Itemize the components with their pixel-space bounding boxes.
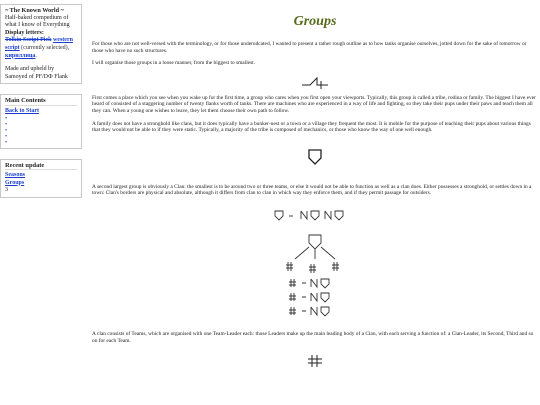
back-to-start-link[interactable]: Back to Start bbox=[5, 107, 39, 114]
recent-update-title: Recent update bbox=[5, 162, 77, 171]
tolkin-script-option[interactable]: Tolkin Script Pick bbox=[5, 37, 52, 44]
western-script-link[interactable]: western script bbox=[5, 37, 73, 51]
clan-paragraph: A second largest group is obviously a Clan: the smallest is to be around two or three teams, or else it would not be able to function as well as a clan does. Either possesses a stronghold, or settles down in a town: Clan's borders are physical and absolute, although it differs from clan to clan in which way they enforce them, and if they permit passage for outsiders. bbox=[92, 183, 532, 197]
contents-item[interactable]: • bbox=[5, 133, 8, 140]
clan-shield-icon bbox=[307, 148, 323, 166]
tribe-glyph-icon bbox=[300, 75, 330, 91]
known-world-title: ~ The Known World ~ bbox=[5, 7, 64, 14]
contents-item[interactable]: • bbox=[5, 115, 8, 122]
known-world-box: ~ The Known World ~ Half-baked compedium of what I know of Everything Display letters: Tolkin Script Pick western script (currently selected), кириллица. Made and upheld by Samoyed of PF/DФ Flank bbox=[0, 4, 82, 84]
tribe-paragraph: First comes a place which you see when you wake up for the first time, a group who cares when you first open your viewports. Typically, this group is called a tribe, rodina or family. The biggest I have ever heard of consisted of a staggering number of twenty flanks worth of tanks. There are machines who are experienced in a way of life and fighting, so they take their pups under their paws and teach them all they can. When a young one wishes to leave, they let them choose their own path to follow. bbox=[92, 94, 536, 114]
recent-update-box bbox=[0, 159, 82, 198]
page-title: Groups bbox=[293, 14, 337, 29]
contents-item[interactable]: • bbox=[5, 127, 8, 134]
script-option-note: (currently selected), bbox=[21, 44, 70, 51]
tagline: Half-baked compedium of what I know of Everything bbox=[5, 14, 70, 29]
cyrillic-link[interactable]: кириллица bbox=[5, 52, 36, 59]
made-by: Made and upheld by Samoyed of PF/DФ Flank bbox=[5, 66, 68, 80]
order-paragraph: I will organise those groups in a loose manner, from the biggest to smallest. bbox=[92, 60, 256, 67]
update-count: 3 bbox=[5, 187, 8, 194]
contents-item[interactable]: • bbox=[5, 121, 8, 128]
seasons-link[interactable]: Seasons bbox=[5, 172, 26, 179]
intro-paragraph: For those who are not well-versed with the terminology, or for those underudcated, I wanted to present a rather rough outline as to how tanks organise ourselves, jotted down for the sake of tomorrow or those who have no such structures. bbox=[92, 41, 527, 54]
contents-item[interactable]: • bbox=[5, 139, 8, 146]
main-content bbox=[92, 0, 538, 368]
sidebar bbox=[0, 4, 82, 208]
team-glyph-icon bbox=[304, 354, 326, 368]
tribe-home-paragraph: A family does not have a stronghold like clans, but it does typically have a bunker-nest or a town or a village they frequent the most. It is mobile for the purpose of teaching their pups about various things that they would not be able to if they were static. Typically, a majority of the tribe is composed of mechanics, or those who know the way of one well enough. bbox=[92, 120, 531, 134]
clan-structure-diagram bbox=[255, 207, 375, 327]
main-contents-title: Main Contents bbox=[5, 97, 77, 106]
teams-paragraph: A clan consists of Teams, which are organised with one Team-Leader each: those Leaders make up the main leading body of a Clan, with each serving a function of: a Clan-Leader, its Second, Third and so on for each Team. bbox=[92, 330, 534, 344]
main-contents-box bbox=[0, 94, 82, 148]
groups-link[interactable]: Groups bbox=[5, 179, 25, 186]
display-letters-label: Display letters: bbox=[5, 29, 44, 36]
